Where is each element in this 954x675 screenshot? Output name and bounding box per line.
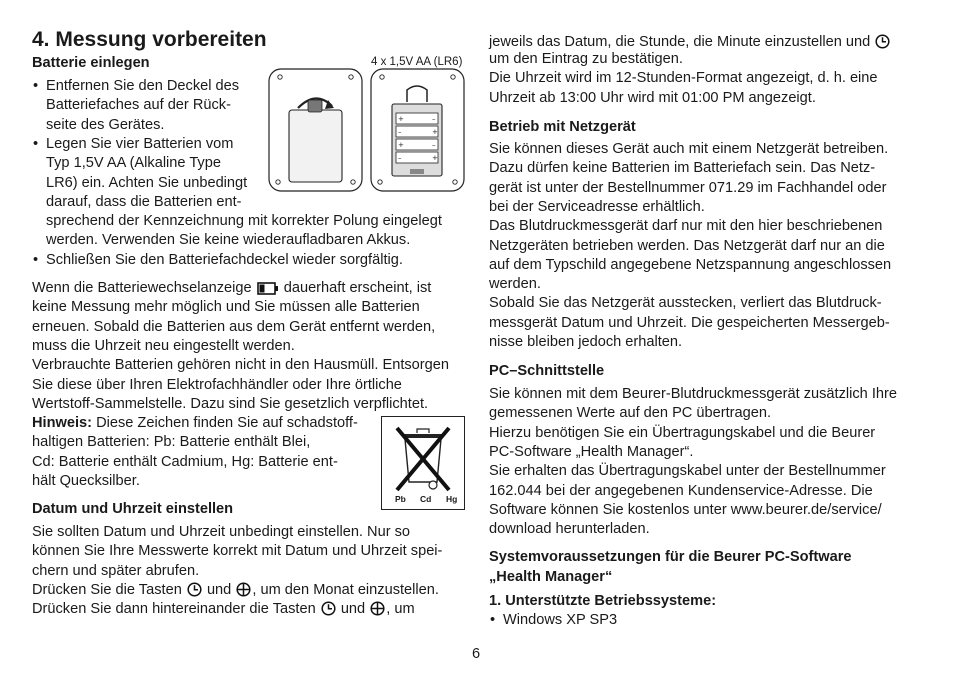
- para1-start: Wenn die Batteriewechselanzeige: [32, 280, 252, 296]
- bullet2-line6: werden. Verwenden Sie keine wiederaufladbaren Akkus.: [46, 232, 411, 249]
- netz-line7: auf dem Typschild angegebene Netzspannung angeschlossen: [489, 256, 892, 273]
- bullet2-line4: darauf, dass die Batterien ent-: [46, 193, 242, 210]
- batterie-heading: Batterie einlegen: [32, 55, 150, 71]
- hinweis-line4: hält Quecksilber.: [32, 473, 140, 489]
- pc-line4: PC-Software „Health Manager“.: [489, 443, 694, 460]
- page-number: 6: [472, 646, 481, 662]
- svg-text:+: +: [398, 115, 404, 123]
- bullet2-line5: sprechend der Kennzeichnung mit korrekter Polung eingelegt: [46, 213, 442, 230]
- tasten2-c: , um: [386, 601, 415, 618]
- hinweis-line3: Cd: Batterie enthält Cadmium, Hg: Batterie ent-: [32, 453, 338, 470]
- datum-heading: Datum und Uhrzeit einstellen: [32, 501, 234, 517]
- bullet-dot: •: [33, 251, 39, 268]
- pc-line8: download herunterladen.: [489, 521, 650, 538]
- sys-heading-line2: „Health Manager“: [489, 569, 613, 585]
- svg-text:+: +: [432, 154, 438, 162]
- hinweis-label: Hinweis:: [32, 415, 93, 432]
- right-line2: um den Eintrag zu bestätigen.: [489, 51, 683, 67]
- battery-caption: 4 x 1,5V AA (LR6): [371, 56, 463, 68]
- bullet-dot: •: [33, 135, 39, 152]
- netz-line5: Das Blutdruckmessgerät darf nur mit den hier beschriebenen: [489, 218, 883, 235]
- svg-text:–: –: [398, 154, 402, 162]
- tasten2-a: Drücken Sie dann hintereinander die Tasten: [32, 601, 316, 618]
- para1-line5: Sie diese über Ihren Elektrofachhändler oder Ihre örtliche: [32, 376, 402, 393]
- hinweis-rest: Diese Zeichen finden Sie auf schadstoff-: [92, 415, 358, 432]
- para1-line1: keine Messung mehr möglich und Sie müssen alle Batterien: [32, 299, 420, 316]
- bullet2-line1: Legen Sie vier Batterien vom: [46, 135, 234, 152]
- bullet1-line2: Batteriefaches auf der Rück-: [46, 97, 231, 114]
- device-back-illustration: [268, 68, 363, 192]
- os-item: Windows XP SP3: [503, 612, 618, 628]
- bin-label-cd: Cd: [420, 494, 432, 504]
- netz-line6: Netzgeräten betrieben werden. Das Netzgerät darf nur an die: [489, 237, 885, 254]
- svg-text:–: –: [432, 115, 436, 123]
- netz-line10: messgerät Datum und Uhrzeit. Die gespeicherten Messergeb-: [489, 314, 890, 331]
- bin-label-hg: Hg: [446, 494, 458, 504]
- device-battery-compartment-illustration: [370, 68, 465, 192]
- bullet1-line1: Entfernen Sie den Deckel des: [46, 78, 240, 94]
- os-heading: 1. Unterstützte Betriebssysteme:: [489, 593, 717, 609]
- para1-line2: erneuen. Sobald die Batterien aus dem Gerät entfernt werden,: [32, 318, 436, 335]
- tasten1-a: Drücken Sie die Tasten: [32, 581, 182, 598]
- right-line3: Die Uhrzeit wird im 12-Stunden-Format angezeigt, d. h. eine: [489, 70, 878, 87]
- bin-label-pb: Pb: [395, 494, 406, 504]
- tasten-line2: [32, 600, 415, 622]
- pc-line3: Hierzu benötigen Sie ein Übertragungskabel und die Beurer: [489, 424, 876, 441]
- right-line4: Uhrzeit ab 13:00 Uhr wird mit 01:00 PM angezeigt.: [489, 89, 816, 106]
- bullet2-line2: Typ 1,5V AA (Alkaline Type: [46, 155, 221, 172]
- bullet-dot: •: [490, 612, 496, 628]
- pc-heading: PC–Schnittstelle: [489, 363, 605, 379]
- page-title: 4. Messung vorbereiten: [32, 28, 267, 51]
- netz-line8: werden.: [489, 276, 541, 293]
- sys-heading-line1: Systemvoraussetzungen für die Beurer PC-Software: [489, 549, 852, 565]
- clock-button-icon: [875, 34, 890, 55]
- plus-button-icon: [370, 601, 385, 622]
- bullet2-line3: LR6) ein. Achten Sie unbedingt: [46, 174, 248, 191]
- netz-line11: nisse bleiben jedoch erhalten.: [489, 334, 683, 350]
- pc-line7: Software können Sie kostenlos unter www.beurer.de/service/: [489, 501, 882, 518]
- netz-heading: Betrieb mit Netzgerät: [489, 119, 636, 135]
- svg-text:+: +: [398, 141, 404, 149]
- netz-line9: Sobald Sie das Netzgerät ausstecken, verliert das Blutdruck-: [489, 295, 882, 312]
- pc-line1: Sie können mit dem Beurer-Blutdruckmessgerät zusätzlich Ihre: [489, 386, 897, 402]
- pc-line2: gemessenen Werte auf den PC übertragen.: [489, 405, 772, 422]
- para1-line3: muss die Uhrzeit neu eingestellt werden.: [32, 337, 295, 354]
- tasten2-b: und: [340, 601, 366, 618]
- netz-line4: bei der Serviceadresse erhältlich.: [489, 198, 705, 215]
- svg-text:–: –: [398, 128, 402, 136]
- tasten1-b: und: [206, 581, 232, 598]
- pc-line5: Sie erhalten das Übertragungskabel unter der Bestellnummer: [489, 463, 886, 480]
- right-line1-text: jeweils das Datum, die Stunde, die Minute einzustellen und: [489, 34, 871, 50]
- para1-line4: Verbrauchte Batterien gehören nicht in den Hausmüll. Entsorgen: [32, 357, 449, 374]
- bullet3-line1: Schließen Sie den Batteriefachdeckel wieder sorgfältig.: [46, 251, 403, 268]
- netz-line3: gerät ist unter der Bestellnummer 071.29 im Fachhandel oder: [489, 179, 887, 196]
- netz-line2: Dazu dürfen keine Batterien im Batteriefach sein. Das Netz-: [489, 160, 876, 177]
- pc-line6: 162.044 bei der angegebenen Kundenservice-Adresse. Die: [489, 482, 873, 499]
- svg-text:–: –: [432, 141, 436, 149]
- bullet1-line3: seite des Gerätes.: [46, 116, 165, 133]
- svg-text:+: +: [432, 128, 438, 136]
- para1-line6: Wertstoff-Sammelstelle. Dazu sind Sie gesetzlich verpflichtet.: [32, 395, 429, 412]
- hinweis-line: [32, 414, 358, 433]
- clock-button-icon: [321, 601, 336, 622]
- bullet-dot: •: [33, 78, 39, 94]
- datum-line2: können Sie Ihre Messwerte korrekt mit Datum und Uhrzeit spei-: [32, 543, 443, 560]
- datum-line1: Sie sollten Datum und Uhrzeit unbedingt einstellen. Nur so: [32, 524, 411, 540]
- hinweis-line2: haltigen Batterien: Pb: Batterie enthält Blei,: [32, 434, 311, 451]
- datum-line3: chern und später abrufen.: [32, 562, 200, 579]
- tasten1-c: , um den Monat einzustellen.: [252, 581, 439, 598]
- para1-end: dauerhaft erscheint, ist: [283, 280, 432, 296]
- netz-line1: Sie können dieses Gerät auch mit einem Netzgerät betreiben.: [489, 141, 889, 157]
